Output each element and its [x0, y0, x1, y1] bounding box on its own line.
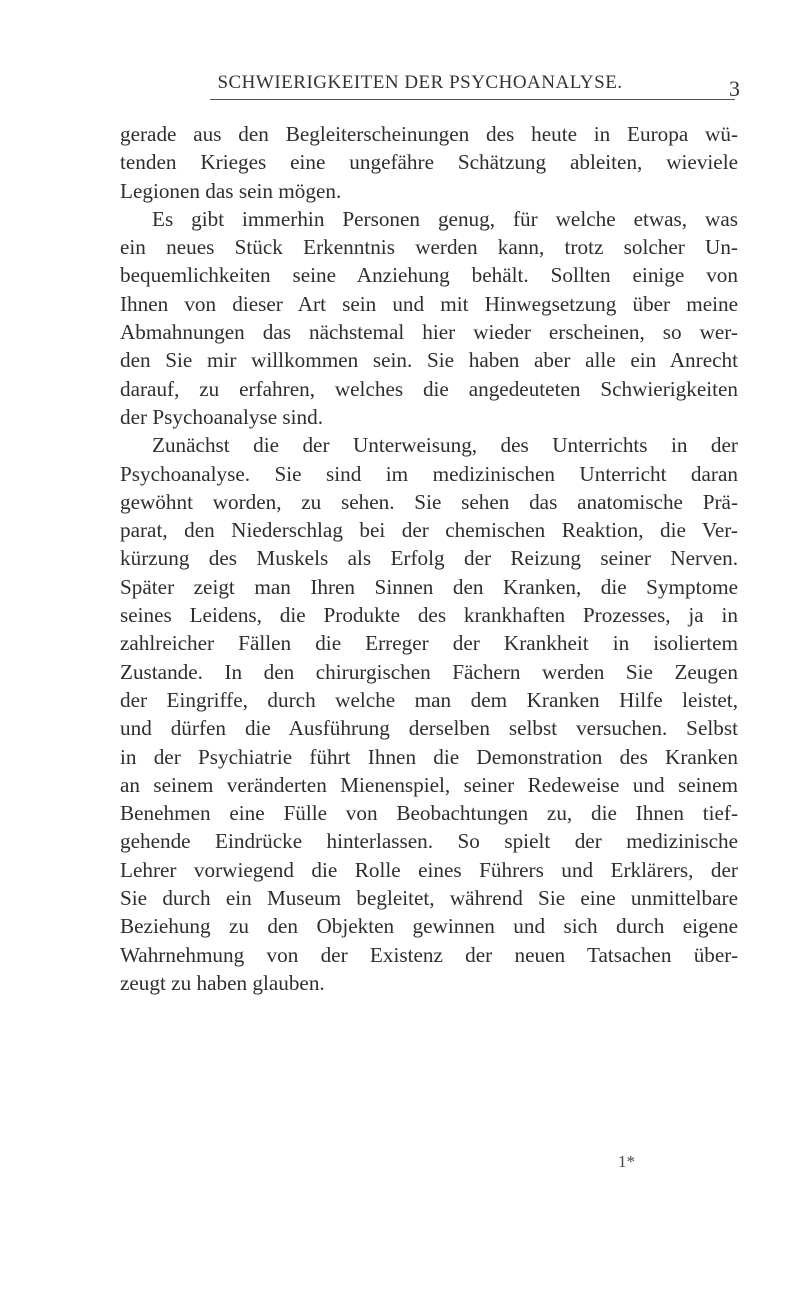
text-line: zahlreicher Fällen die Erreger der Krankheit in isoliertem [120, 631, 738, 656]
text-line: gehende Eindrücke hinterlassen. So spielt der medizinische [120, 829, 738, 854]
body-text [120, 120, 738, 997]
running-head-title: SCHWIERIGKEITEN DER PSYCHOANALYSE. [217, 72, 623, 93]
text-line: ein neues Stück Erkenntnis werden kann, trotz solcher Un- [120, 235, 738, 260]
text-line: Lehrer vorwiegend die Rolle eines Führers und Erklärers, der [120, 857, 738, 882]
text-line: Psychoanalyse. Sie sind im medizinischen Unterricht daran [120, 461, 738, 486]
paragraph-3 [120, 431, 738, 997]
text-line: kürzung des Muskels als Erfolg der Reizung seiner Nerven. [120, 546, 738, 571]
text-line: Benehmen eine Fülle von Beobachtungen zu, die Ihnen tief- [120, 801, 738, 826]
text-line: Wahrnehmung von der Existenz der neuen Tatsachen über- [120, 942, 738, 967]
text-line: an seinem veränderten Mienenspiel, seiner Redeweise und seinem [120, 772, 738, 797]
text-line: der Eingriffe, durch welche man dem Kranken Hilfe leistet, [120, 687, 738, 712]
paragraph-2 [120, 205, 738, 431]
header-rule [210, 99, 735, 100]
text-line: der Psychoanalyse sind. [120, 404, 324, 429]
text-line: Zunächst die der Unterweisung, des Unterrichts in der [152, 433, 738, 458]
text-line: Beziehung zu den Objekten gewinnen und sich durch eigene [120, 914, 738, 939]
text-line: darauf, zu erfahren, welches die angedeuteten Schwierigkeiten [120, 376, 738, 401]
running-head [120, 70, 740, 106]
text-line: gewöhnt worden, zu sehen. Sie sehen das anatomische Prä- [120, 489, 738, 514]
text-line: den Sie mir willkommen sein. Sie haben aber alle ein Anrecht [120, 348, 738, 373]
text-line: bequemlichkeiten seine Anziehung behält. Sollten einige von [120, 263, 738, 288]
text-line: parat, den Niederschlag bei der chemischen Reaktion, die Ver- [120, 518, 738, 543]
text-line: zeugt zu haben glauben. [120, 970, 325, 995]
text-line: Sie durch ein Museum begleitet, während Sie eine unmittelbare [120, 886, 738, 911]
text-line: Später zeigt man Ihren Sinnen den Kranken, die Symptome [120, 574, 738, 599]
signature-mark: 1* [618, 1152, 635, 1171]
text-line: Es gibt immerhin Personen genug, für welche etwas, was [152, 206, 738, 231]
text-line: Ihnen von dieser Art sein und mit Hinwegsetzung über meine [120, 291, 738, 316]
text-line: und dürfen die Ausführung derselben selbst versuchen. Selbst [120, 716, 738, 741]
text-line: gerade aus den Begleiterscheinungen des heute in Europa wü- [120, 122, 738, 146]
text-line: Abmahnungen das nächstemal hier wieder erscheinen, so wer- [120, 320, 738, 345]
text-line: Zustande. In den chirurgischen Fächern werden Sie Zeugen [120, 659, 738, 684]
text-line: tenden Krieges eine ungefähre Schätzung ableiten, wieviele [120, 150, 738, 175]
paragraph-1 [120, 120, 738, 205]
text-line: in der Psychiatrie führt Ihnen die Demonstration des Kranken [120, 744, 738, 769]
text-line: seines Leidens, die Produkte des krankhaften Prozesses, ja in [120, 603, 738, 628]
text-line: Legionen das sein mögen. [120, 178, 342, 203]
page-number: 3 [729, 76, 740, 101]
